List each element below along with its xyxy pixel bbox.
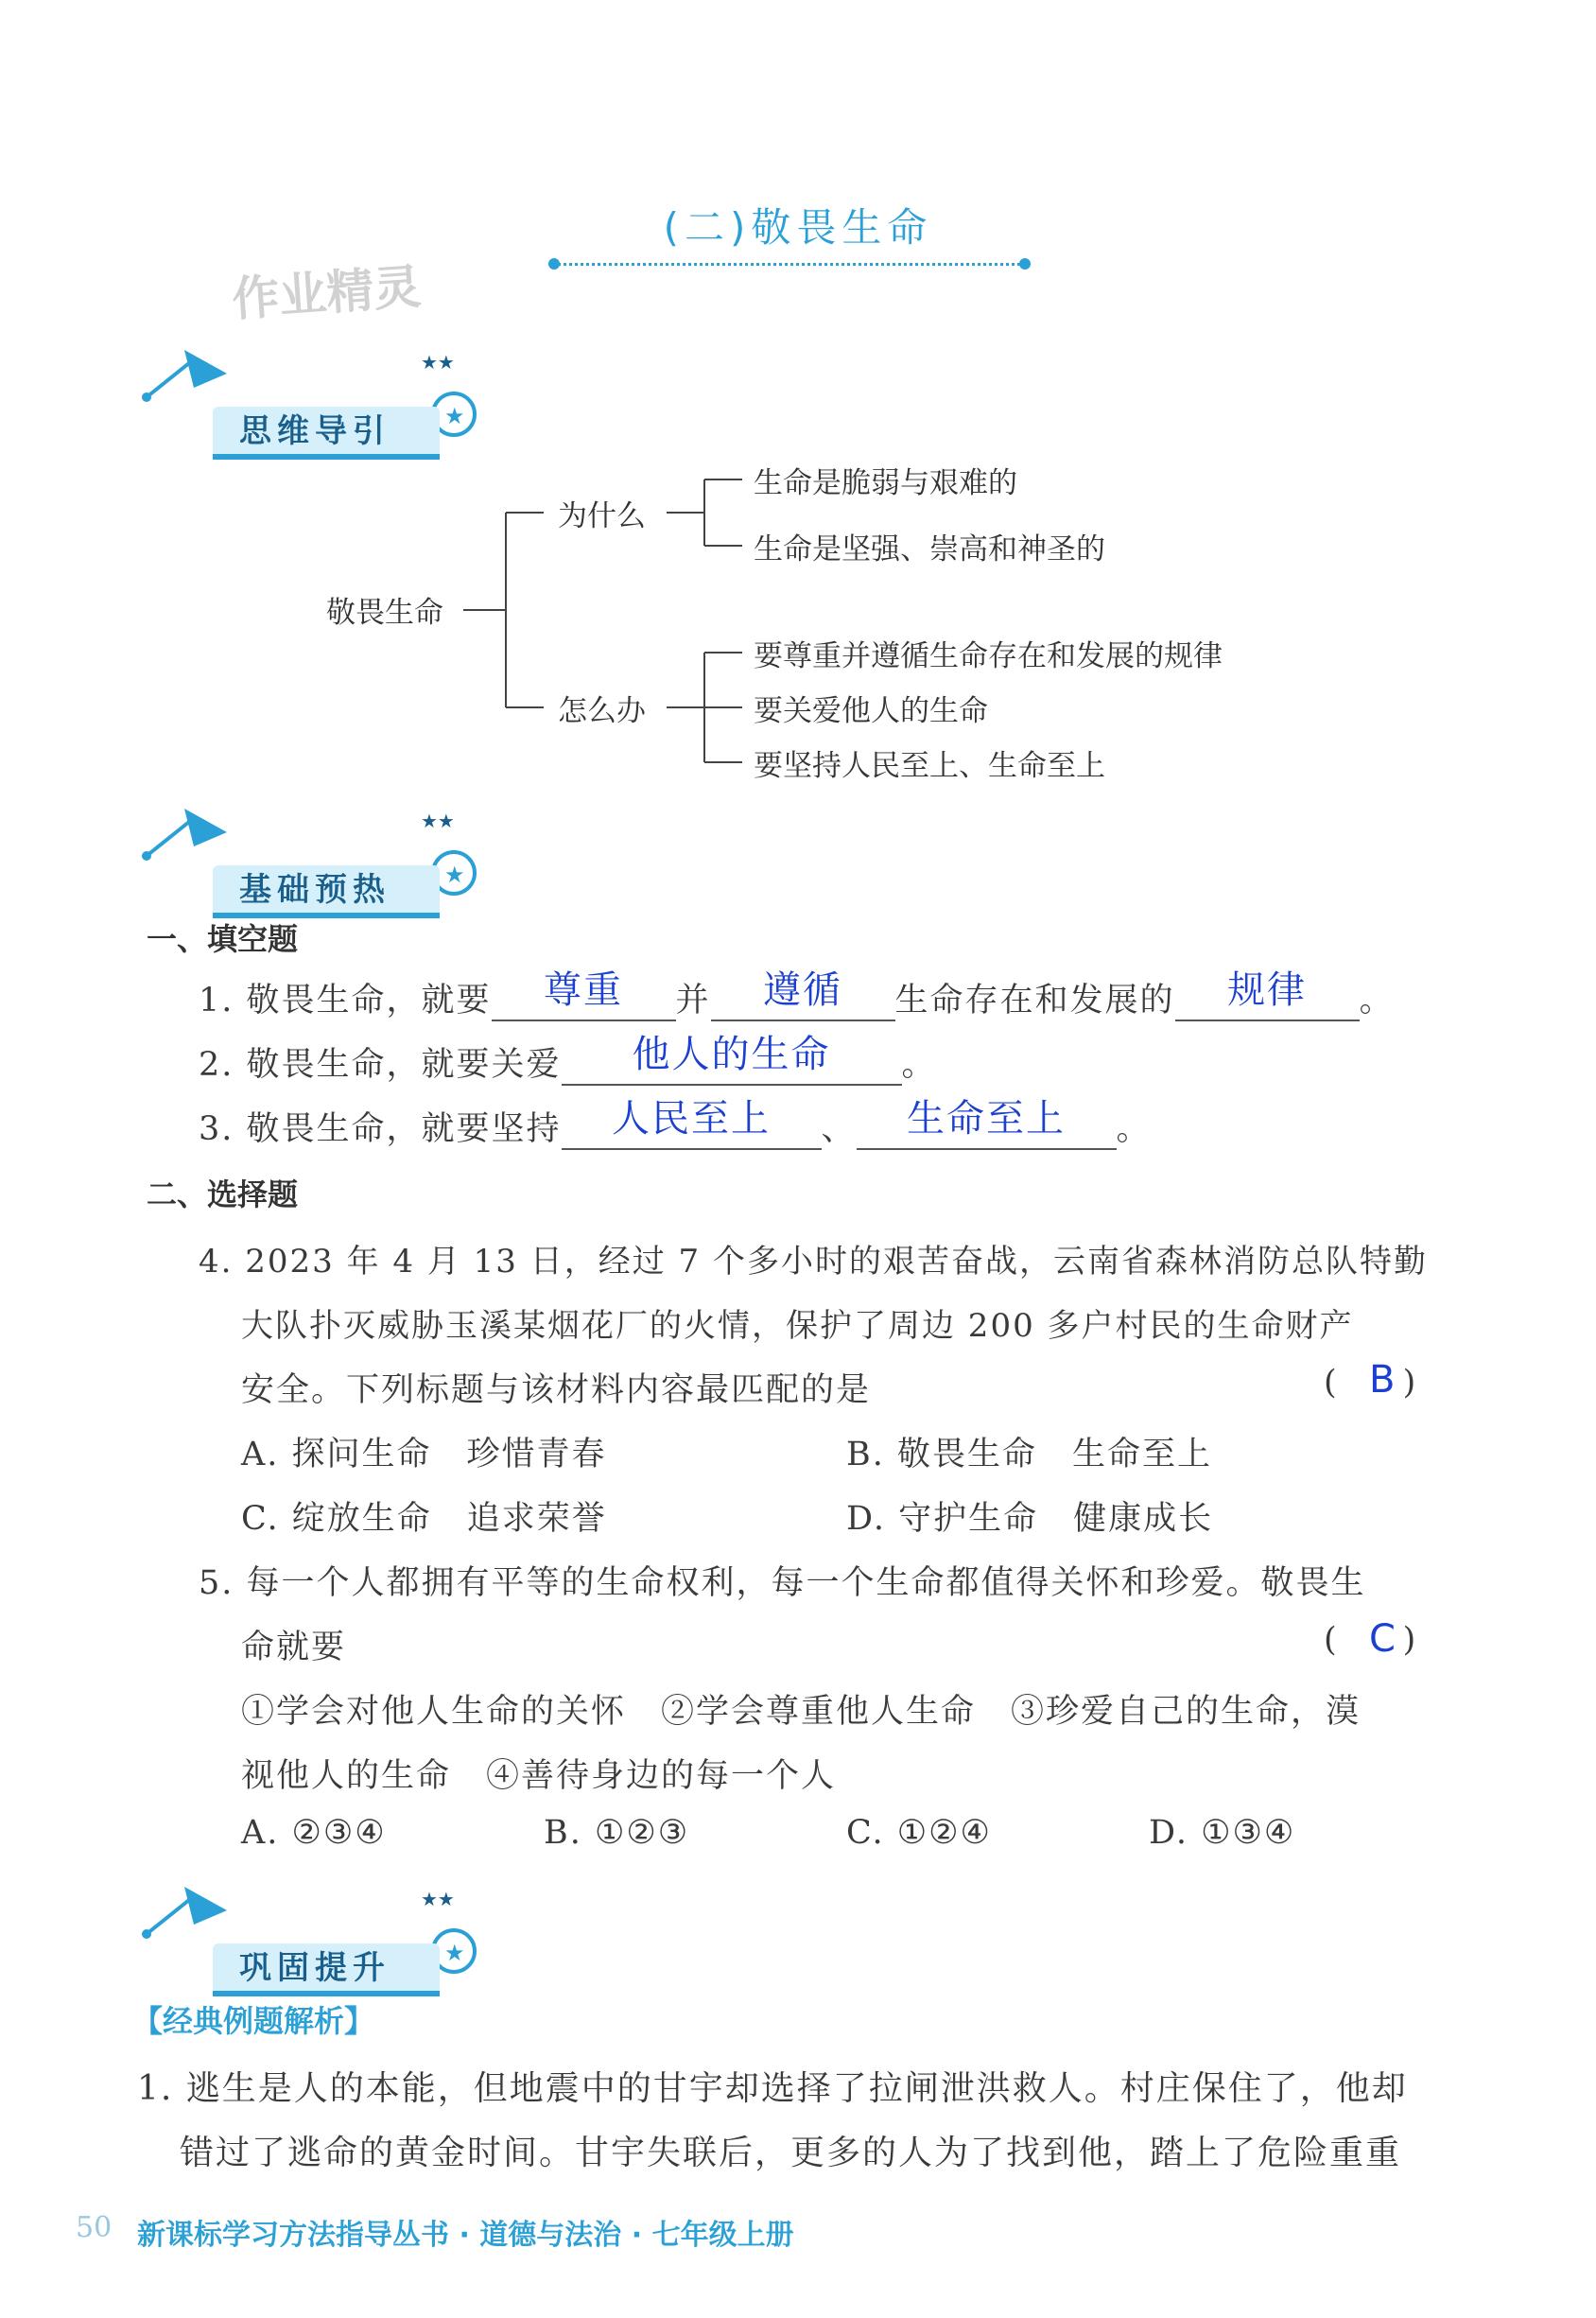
handwritten-answer: 遵循	[763, 968, 843, 1012]
question-text: 3. 敬畏生命，就要坚持	[199, 1110, 562, 1148]
mindmap-root: 敬畏生命	[326, 596, 443, 630]
handwritten-answer: 生命至上	[907, 1097, 1067, 1141]
question-1	[199, 968, 1395, 1021]
svg-text:★★: ★★	[421, 810, 455, 832]
question-5-line: 视他人的生命 ④善待身边的每一个人	[241, 1757, 837, 1795]
question-5-line: ①学会对他人生命的关怀 ②学会尊重他人生命 ③珍爱自己的生命，漠	[241, 1693, 1362, 1731]
mindmap-how: 怎么办	[558, 694, 646, 728]
question-text: 、	[821, 1110, 857, 1148]
handwritten-answer: 规律	[1227, 968, 1308, 1012]
option-c: C. 绽放生命 追求荣誉	[241, 1500, 607, 1538]
option-d: D. 守护生命 健康成长	[846, 1500, 1214, 1538]
answer-bracket: ( )	[1324, 1364, 1416, 1402]
option-a: A. ②③④	[241, 1814, 387, 1852]
question-4-line: 4. 2023 年 4 月 13 日，经过 7 个多小时的艰苦奋战，云南省森林消防总队特勤	[199, 1243, 1428, 1281]
question-5-line: 5. 每一个人都拥有平等的生命权利，每一个生命都值得关怀和珍爱。敬畏生	[199, 1564, 1366, 1602]
svg-text:★: ★	[444, 862, 465, 888]
answer-blank	[492, 968, 676, 1021]
handwritten-answer: C	[1369, 1617, 1396, 1661]
option-c: C. ①②④	[846, 1814, 992, 1852]
banner-label: 思维导引	[239, 412, 390, 450]
example-line: 错过了逃命的黄金时间。甘宇失联后，更多的人为了找到他，踏上了危险重重	[180, 2134, 1402, 2172]
mindmap-how-item: 要关爱他人的生命	[754, 694, 988, 728]
example-line: 1. 逃生是人的本能，但地震中的甘宇却选择了拉闸泄洪救人。村庄保住了，他却	[137, 2069, 1408, 2108]
mindmap-why-item: 生命是脆弱与艰难的	[754, 466, 1017, 500]
answer-blank	[1175, 968, 1360, 1021]
example-heading: 【经典例题解析】	[132, 2003, 375, 2039]
handwritten-answer: B	[1369, 1358, 1396, 1402]
answer-blank	[562, 1097, 822, 1150]
page-title: (二)敬畏生命	[663, 204, 933, 251]
question-4-line: 安全。下列标题与该材料内容最匹配的是	[241, 1371, 872, 1409]
mindmap-why: 为什么	[558, 499, 646, 533]
question-4-line: 大队扑灭威胁玉溪某烟花厂的火情，保护了周边 200 多户村民的生命财产	[241, 1307, 1354, 1345]
svg-text:★★: ★★	[421, 351, 455, 374]
banner-label: 巩固提升	[239, 1949, 390, 1987]
section-banner-consolidate	[137, 1877, 477, 1991]
question-text: 2. 敬畏生命，就要关爱	[199, 1046, 562, 1084]
question-text: 。	[1359, 982, 1395, 1020]
banner-label: 基础预热	[239, 871, 390, 909]
option-b: B. ①②③	[544, 1814, 690, 1852]
answer-bracket: ( )	[1324, 1621, 1416, 1659]
mindmap-how-item: 要坚持人民至上、生命至上	[754, 749, 1105, 783]
watermark: 作业精灵	[230, 259, 424, 327]
question-3	[199, 1097, 1152, 1150]
handwritten-answer: 尊重	[544, 968, 624, 1012]
handwritten-answer: 他人的生命	[632, 1033, 831, 1076]
option-d: D. ①③④	[1149, 1814, 1296, 1852]
section-heading-choice: 二、选择题	[147, 1176, 299, 1212]
answer-blank	[562, 1033, 902, 1086]
handwritten-answer: 人民至上	[612, 1097, 772, 1141]
svg-text:★: ★	[444, 403, 465, 429]
question-5-line: 命就要	[241, 1629, 347, 1666]
footer-text: 新课标学习方法指导丛书 · 道德与法治 · 七年级上册	[137, 2219, 794, 2252]
question-text: 1. 敬畏生命，就要	[199, 982, 492, 1020]
mindmap-why-item: 生命是坚强、崇高和神圣的	[754, 532, 1105, 566]
question-text: 。	[1116, 1110, 1152, 1148]
section-banner-basic	[137, 799, 477, 913]
answer-blank	[711, 968, 895, 1021]
option-a: A. 探问生命 珍惜青春	[241, 1436, 607, 1473]
question-text: 。	[901, 1046, 937, 1084]
section-heading-fill: 一、填空题	[147, 921, 299, 957]
mindmap-how-item: 要尊重并遵循生命存在和发展的规律	[754, 639, 1223, 673]
answer-blank	[857, 1097, 1117, 1150]
option-b: B. 敬畏生命 生命至上	[846, 1436, 1212, 1473]
svg-text:★★: ★★	[421, 1888, 455, 1910]
question-2	[199, 1033, 937, 1086]
question-text: 生命存在和发展的	[894, 982, 1175, 1020]
page-number: 50	[76, 2211, 113, 2244]
svg-text:★: ★	[444, 1940, 465, 1966]
question-text: 并	[675, 982, 711, 1020]
